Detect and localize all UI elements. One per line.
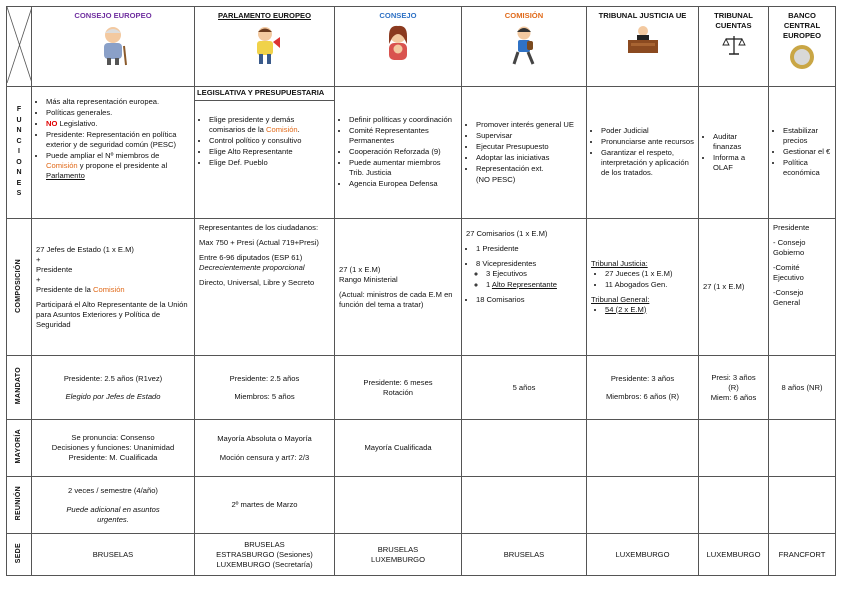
header-banco-central	[769, 7, 836, 87]
mayoria-consejo: Mayoría Cualificada	[335, 420, 462, 477]
row-mayoria	[7, 420, 836, 477]
list-item: • Elige Def. Pueblo	[209, 158, 330, 168]
mandato-tribunal-cuentas: Presi: 3 años (R) Miem: 6 años	[699, 356, 769, 420]
header-label: COMISIÓN	[504, 11, 544, 20]
mandato-tribunal-justicia: Presidente: 3 años Miembros: 6 años (R)	[587, 356, 699, 420]
eu-institutions-table	[6, 6, 836, 576]
row-funciones	[7, 87, 836, 219]
header-consejo	[335, 7, 462, 87]
composicion-tribunal-cuentas: 27 (1 x E.M)	[699, 219, 769, 356]
header-label: TRIBUNAL JUSTICIA UE	[598, 11, 687, 20]
list-item: • Presidente: Representación en política exterior y de seguridad común (PESC)	[46, 130, 190, 150]
reunion-tribunal-justicia	[587, 477, 699, 534]
list-item: • 11 Abogados Gen.	[605, 280, 694, 290]
header-tribunal-justicia	[587, 7, 699, 87]
list-item: • Supervisar	[476, 131, 582, 141]
row-reunion	[7, 477, 836, 534]
sede-tribunal-justicia: LUXEMBURGO	[587, 534, 699, 576]
composicion-parlamento-europeo: Representantes de los ciudadanos: Max 750 + Presi (Actual 719+Presi) Entre 6-96 diputados (ESP 61) Decrecientemente proporcional Directo, Universal, Libre y Secreto	[195, 219, 335, 356]
list-item: • Pronunciarse ante recursos	[601, 137, 694, 147]
list-item: • Poder Judicial	[601, 126, 694, 136]
list-item: ◦ 3 Ejecutivos	[486, 269, 582, 279]
list-item: • Más alta representación europea.	[46, 97, 190, 107]
list-item: • 27 Jueces (1 x E.M)	[605, 269, 694, 279]
header-comision	[462, 7, 587, 87]
row-composicion	[7, 219, 836, 356]
reunion-parlamento-europeo: 2º martes de Marzo	[195, 477, 335, 534]
elderly-man-icon	[93, 24, 133, 66]
corner-cell	[7, 7, 32, 87]
mayoria-consejo-europeo: Se pronuncia: Consenso Decisiones y funciones: Unanimidad Presidente: M. Cualificada	[32, 420, 195, 477]
boy-with-backpack-icon	[506, 24, 542, 66]
funciones-consejo	[335, 87, 462, 219]
funciones-banco-central	[769, 87, 836, 219]
header-label: PARLAMENTO EUROPEO	[218, 11, 311, 20]
list-item: • NO Legislativo.	[46, 119, 190, 129]
list-item: • Agencia Europea Defensa	[349, 179, 457, 189]
row-label-sede: SEDE	[7, 534, 32, 576]
composicion-banco-central: Presidente - Consejo Gobierno -Comité Ejecutivo -Consejo General	[769, 219, 836, 356]
subheader-legislativa: LEGISLATIVA Y PRESUPUESTARIA	[195, 87, 334, 101]
list-item: • 8 Vicepresidentes ◦ 3 Ejecutivos ◦ 1 Alto Representante	[476, 259, 582, 290]
row-label-reunion: REUNIÓN	[7, 477, 32, 534]
row-label-mayoria: MAYORÍA	[7, 420, 32, 477]
comision-note: (NO PESC)	[476, 175, 516, 184]
judge-bench-icon	[625, 24, 661, 54]
sede-parlamento-europeo: BRUSELAS ESTRASBURGO (Sesiones) LUXEMBURGO (Secretaría)	[195, 534, 335, 576]
row-sede	[7, 534, 836, 576]
list-item: • Comité Representantes Permanentes	[349, 126, 457, 146]
scales-icon	[722, 34, 746, 56]
euro-coin-icon	[789, 44, 815, 70]
row-mandato	[7, 356, 836, 420]
list-item: • Auditar finanzas	[713, 132, 764, 152]
speaker-person-icon	[247, 24, 283, 66]
mandato-parlamento-europeo: Presidente: 2.5 años Miembros: 5 años	[195, 356, 335, 420]
reunion-banco-central	[769, 477, 836, 534]
list-item: • Garantizar el respeto, interpretación y aplicación de los tratados.	[601, 148, 694, 178]
header-consejo-europeo	[32, 7, 195, 87]
mandato-banco-central: 8 años (NR)	[769, 356, 836, 420]
list-item: • 18 Comisarios	[476, 295, 582, 305]
woman-holding-child-icon	[380, 24, 416, 64]
composicion-consejo: 27 (1 x E.M) Rango Ministerial (Actual: ministros de cada E.M en función del tema a tratar)	[335, 219, 462, 356]
header-tribunal-cuentas	[699, 7, 769, 87]
mandato-consejo: Presidente: 6 meses Rotación	[335, 356, 462, 420]
mayoria-banco-central	[769, 420, 836, 477]
mandato-comision: 5 años	[462, 356, 587, 420]
mandato-consejo-europeo: Presidente: 2.5 años (R1vez) Elegido por Jefes de Estado	[32, 356, 195, 420]
mayoria-parlamento-europeo: Mayoría Absoluta o Mayoría Moción censura y art7: 2/3	[195, 420, 335, 477]
reunion-tribunal-cuentas	[699, 477, 769, 534]
funciones-parlamento-europeo	[195, 87, 335, 219]
list-item: • Promover interés general UE	[476, 120, 582, 130]
list-item: • Estabilizar precios	[783, 126, 831, 146]
list-item: • 54 (2 x E.M)	[605, 305, 694, 315]
list-item: • Gestionar el €	[783, 147, 831, 157]
header-label: CONSEJO	[379, 11, 417, 20]
list-item: • Políticas generales.	[46, 108, 190, 118]
list-item: • Puede aumentar miembros Trib. Justicia	[349, 158, 457, 178]
row-label-composicion: COMPOSICIÓN	[7, 219, 32, 356]
funciones-comision	[462, 87, 587, 219]
row-label-funciones: F U N C I O N E S	[7, 87, 32, 219]
list-item: • Adoptar las iniciativas	[476, 153, 582, 163]
header-label: BANCO CENTRAL EUROPEO	[783, 11, 821, 40]
sede-consejo-europeo: BRUSELAS	[32, 534, 195, 576]
sede-banco-central: FRANCFORT	[769, 534, 836, 576]
list-item: • Política económica	[783, 158, 831, 178]
list-item: • Ejecutar Presupuesto	[476, 142, 582, 152]
list-item: • Elige presidente y demás comisarios de la Comisión.	[209, 115, 330, 135]
mayoria-comision	[462, 420, 587, 477]
list-item: • 1 Presidente	[476, 244, 582, 254]
header-row	[7, 7, 836, 87]
list-item: • Puede ampliar el Nº miembros de Comisión y propone el presidente al Parlamento	[46, 151, 190, 181]
list-item: • Cooperación Reforzada (9)	[349, 147, 457, 157]
funciones-consejo-europeo	[32, 87, 195, 219]
reunion-comision	[462, 477, 587, 534]
list-item: • Representación ext.	[476, 164, 582, 174]
header-label: CONSEJO EUROPEO	[74, 11, 152, 20]
list-item: • Informa a OLAF	[713, 153, 764, 173]
list-item: ◦ 1 Alto Representante	[486, 280, 582, 290]
funciones-tribunal-justicia	[587, 87, 699, 219]
reunion-consejo	[335, 477, 462, 534]
mayoria-tribunal-cuentas	[699, 420, 769, 477]
composicion-consejo-europeo: 27 Jefes de Estado (1 x E.M) + Presidente + Presidente de la Comisión Participará el Alto Representante de la Unión para Asuntos Exteriores y Política de Seguridad	[32, 219, 195, 356]
corner-cross-icon	[7, 7, 32, 83]
composicion-comision: 27 Comisarios (1 x E.M) • 1 Presidente • 8 Vicepresidentes ◦ 3 Ejecutivos ◦ 1 Alto Representante • 18 Comisarios	[462, 219, 587, 356]
sede-comision: BRUSELAS	[462, 534, 587, 576]
composicion-tribunal-justicia: Tribunal Justicia: • 27 Jueces (1 x E.M) • 11 Abogados Gen. Tribunal General: • 54 (2 x E.M)	[587, 219, 699, 356]
sede-consejo: BRUSELAS LUXEMBURGO	[335, 534, 462, 576]
list-item: • Control político y consultivo	[209, 136, 330, 146]
reunion-consejo-europeo: 2 veces / semestre (4/año) Puede adicional en asuntos urgentes.	[32, 477, 195, 534]
list-item: • Elige Alto Representante	[209, 147, 330, 157]
mayoria-tribunal-justicia	[587, 420, 699, 477]
funciones-tribunal-cuentas	[699, 87, 769, 219]
list-item: • Definir políticas y coordinación	[349, 115, 457, 125]
header-label: TRIBUNAL CUENTAS	[714, 11, 753, 30]
row-label-mandato: MANDATO	[7, 356, 32, 420]
sede-tribunal-cuentas: LUXEMBURGO	[699, 534, 769, 576]
header-parlamento-europeo	[195, 7, 335, 87]
